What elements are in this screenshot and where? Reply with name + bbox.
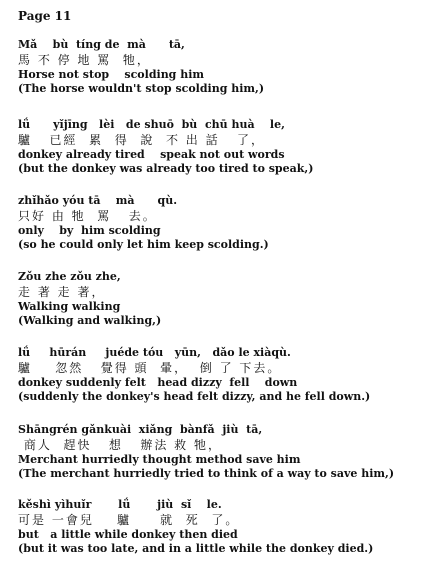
gloss-line: only by him scolding xyxy=(18,224,161,237)
chinese-line: 商人 趕快 想 辦法 救 牠， xyxy=(18,438,222,452)
chinese-line: 走 著 走 著， xyxy=(18,285,106,299)
stanza-5 xyxy=(18,345,418,404)
chinese-line: 驢 忽然 覺得 頭 暈， 倒 了 下去。 xyxy=(18,361,282,375)
pinyin-line: Mǎ bù tíng de mà tā, xyxy=(18,38,185,51)
chinese-line: 可是 一會兒 驢 就 死 了。 xyxy=(18,513,240,527)
chinese-line: 馬 不 停 地 罵 牠， xyxy=(18,53,151,67)
translation-line: (but it was too late, and in a little while the donkey died.) xyxy=(18,542,374,555)
stanza-2 xyxy=(18,117,418,176)
pinyin-line: kěshì yìhuǐr lǘ jiù sǐ le. xyxy=(18,498,222,511)
translation-line: (Walking and walking,) xyxy=(18,314,162,327)
stanza-1 xyxy=(18,37,418,96)
chinese-line: 只好 由 牠 罵 去。 xyxy=(18,209,157,223)
pinyin-line: lǘ yǐjīng lèi de shuō bù chū huà le, xyxy=(18,118,285,131)
translation-line: (but the donkey was already too tired to speak,) xyxy=(18,162,314,175)
translation-line: (The horse wouldn't stop scolding him,) xyxy=(18,82,265,95)
gloss-line: Merchant hurriedly thought method save him xyxy=(18,453,301,466)
chinese-line: 驢 已經 累 得 說 不 出 話 了， xyxy=(18,133,266,147)
pinyin-line: lǘ hūrán juéde tóu yūn, dǎo le xiàqù. xyxy=(18,346,291,359)
pinyin-line: zhǐhǎo yóu tā mà qù. xyxy=(18,194,178,207)
gloss-line: Horse not stop scolding him xyxy=(18,68,205,81)
stanza-6 xyxy=(18,422,418,481)
gloss-line: Walking walking xyxy=(18,300,121,313)
stanza-7 xyxy=(18,497,418,556)
gloss-line: but a little while donkey then died xyxy=(18,528,238,541)
page-number: Page 11 xyxy=(18,9,72,23)
gloss-line: donkey suddenly felt head dizzy fell down xyxy=(18,376,298,389)
translation-line: (The merchant hurriedly tried to think of a way to save him,) xyxy=(18,467,395,480)
gloss-line: donkey already tired speak not out words xyxy=(18,148,285,161)
stanza-3 xyxy=(18,193,418,252)
pinyin-line: Zǒu zhe zǒu zhe, xyxy=(18,270,121,283)
translation-line: (suddenly the donkey's head felt dizzy, and he fell down.) xyxy=(18,390,371,403)
translation-line: (so he could only let him keep scolding.) xyxy=(18,238,269,251)
stanza-4 xyxy=(18,269,418,328)
pinyin-line: Shāngrén gǎnkuài xiǎng bànfǎ jiù tā, xyxy=(18,423,263,436)
